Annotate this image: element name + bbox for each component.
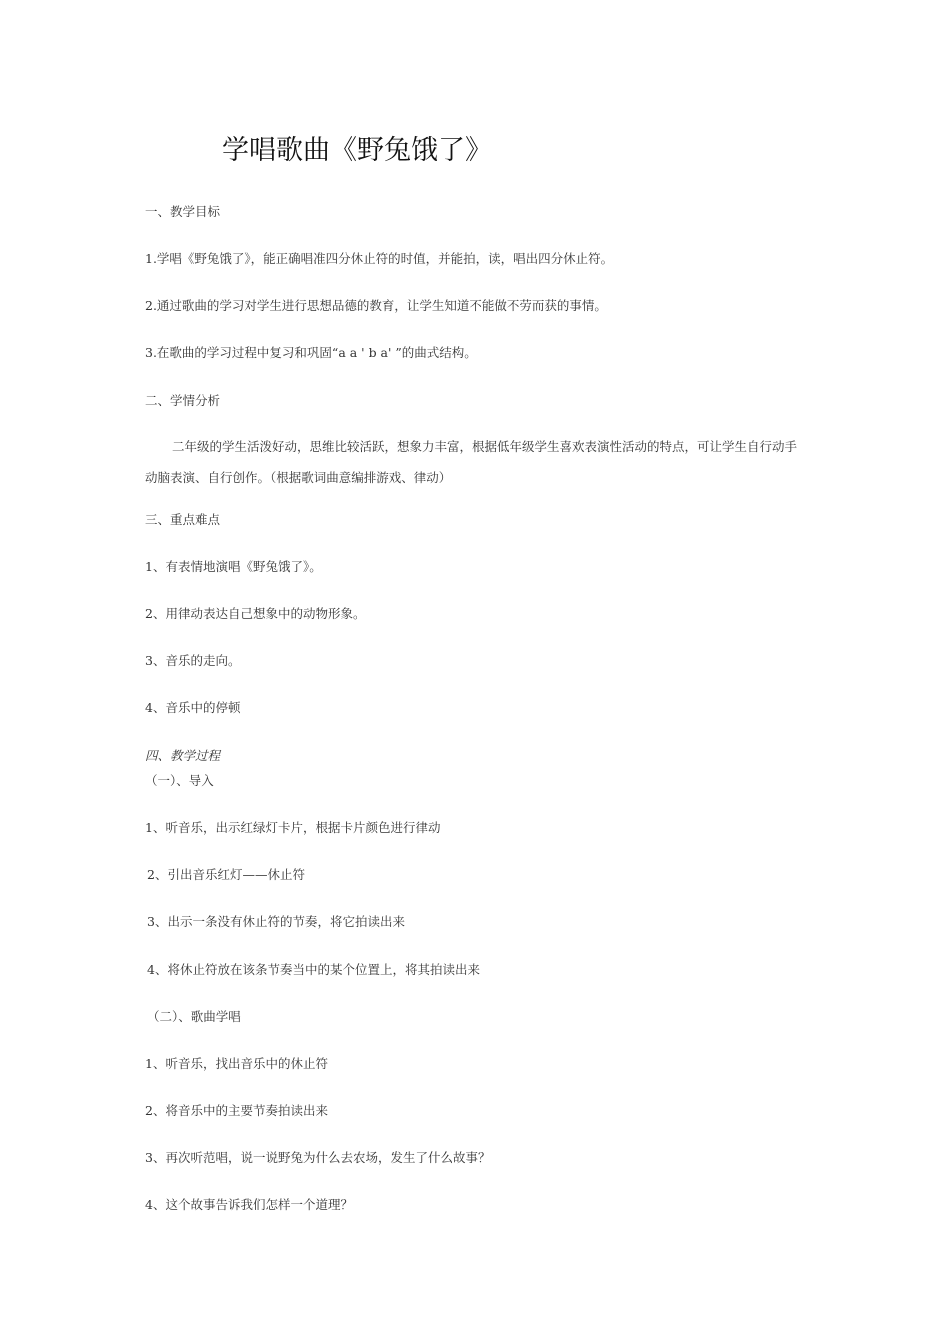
goal-item-1: 1.学唱《野兔饿了》，能正确唱准四分休止符的时值，并能拍，读，唱出四分休止符。 <box>145 251 614 266</box>
key-point-item-4: 4、音乐中的停顿 <box>145 700 241 715</box>
subsection-heading-intro: （一）、导入 <box>145 773 214 788</box>
subsection-heading-song-learning: （二）、歌曲学唱 <box>147 1009 241 1024</box>
song-item-2: 2、将音乐中的主要节奏拍读出来 <box>145 1103 328 1118</box>
analysis-paragraph: 二年级的学生活泼好动，思维比较活跃，想象力丰富，根据低年级学生喜欢表演性活动的特点，可让学生自行动手动脑表演、自行创作。（根据歌词曲意编排游戏、律动） <box>145 439 798 485</box>
section-heading-process: 四、教学过程 <box>145 748 221 763</box>
section-heading-analysis: 二、学情分析 <box>145 393 221 408</box>
song-item-3: 3、再次听范唱，说一说野兔为什么去农场，发生了什么故事？ <box>145 1150 491 1165</box>
section-heading-key-points: 三、重点难点 <box>145 512 221 527</box>
song-item-1: 1、听音乐，找出音乐中的休止符 <box>145 1056 328 1071</box>
goal-item-3: 3.在歌曲的学习过程中复习和巩固“a a ' b a' ”的曲式结构。 <box>145 345 477 360</box>
goal-item-2: 2.通过歌曲的学习对学生进行思想品德的教育，让学生知道不能做不劳而获的事情。 <box>145 298 607 313</box>
key-point-item-1: 1、有表情地演唱《野兔饿了》。 <box>145 559 322 574</box>
intro-item-4: 4、将休止符放在该条节奏当中的某个位置上，将其拍读出来 <box>147 962 480 977</box>
key-point-item-2: 2、用律动表达自己想象中的动物形象。 <box>145 606 366 621</box>
intro-item-3: 3、出示一条没有休止符的节奏，将它拍读出来 <box>147 914 405 929</box>
document-title: 学唱歌曲《野兔饿了》 <box>222 135 492 166</box>
section-heading-goals: 一、教学目标 <box>145 204 221 219</box>
intro-item-1: 1、听音乐，出示红绿灯卡片，根据卡片颜色进行律动 <box>145 820 441 835</box>
song-item-4: 4、这个故事告诉我们怎样一个道理？ <box>145 1197 353 1212</box>
intro-item-2: 2、引出音乐红灯——休止符 <box>147 867 305 882</box>
key-point-item-3: 3、音乐的走向。 <box>145 653 241 668</box>
